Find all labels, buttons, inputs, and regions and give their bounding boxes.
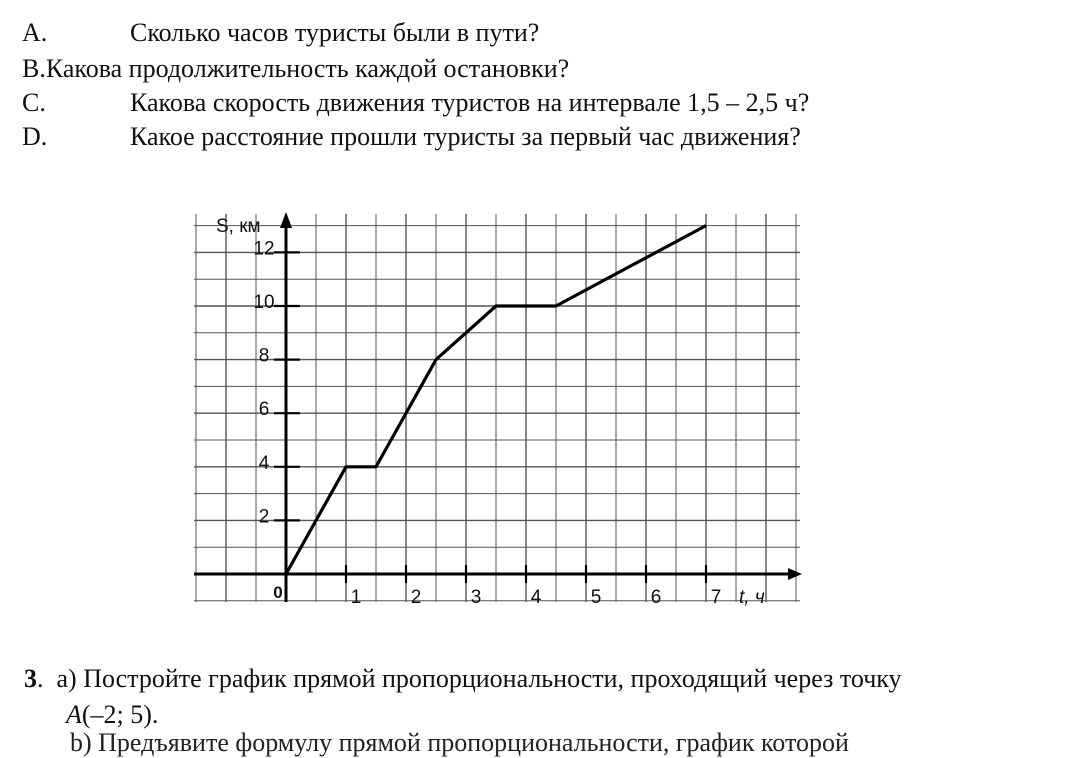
question-text: Какое расстояние прошли туристы за первый час движения? [130, 122, 801, 151]
y-axis-arrow [280, 212, 292, 228]
y-tick-label: 4 [258, 452, 270, 474]
point-name: A [66, 700, 82, 729]
question-letter: A. [22, 18, 48, 47]
question-letter: D. [22, 122, 48, 151]
y-tick-label: 10 [253, 292, 275, 313]
y-tick-label: 6 [258, 399, 270, 421]
question-text: Какова продолжительность каждой остановки? [45, 54, 570, 83]
task-3-a-text: а) Постройте график прямой пропорциональности, проходящий через точку [56, 664, 902, 693]
x-tick-label: 1 [350, 587, 362, 608]
task-3-b-text: b) Предъявите формулу прямой пропорциональности, график которой [70, 728, 849, 757]
origin-label: 0 [273, 583, 283, 602]
x-axis-arrow [788, 568, 802, 580]
question-c [22, 88, 810, 118]
distance-time-chart [190, 208, 805, 608]
y-tick-label: 12 [253, 238, 275, 260]
x-tick-label: 5 [590, 587, 602, 608]
task-3-line-2 [66, 700, 158, 730]
question-b [22, 54, 569, 84]
y-axis-label: S, км [216, 216, 261, 237]
x-tick-label: 7 [710, 587, 722, 608]
x-axis-label: t, ч [739, 587, 765, 608]
question-d [22, 122, 801, 152]
x-tick-label: 6 [650, 587, 662, 608]
question-a [22, 18, 540, 48]
chart-axes [194, 212, 802, 602]
x-tick-label: 2 [410, 587, 422, 608]
chart-ticks [274, 252, 706, 583]
task-3-b-partial [70, 728, 930, 757]
x-tick-label: 4 [530, 587, 542, 608]
x-tick-label: 3 [470, 587, 482, 608]
task-number: 3 [24, 664, 37, 693]
y-tick-label: 8 [258, 345, 270, 367]
question-letter: B. [22, 54, 46, 83]
point-coordinates: (–2; 5). [81, 700, 159, 729]
task-3-line-1: 3. а) Постройте график прямой пропорциональности, проходящий через точку [24, 664, 902, 693]
question-text: Какова скорость движения туристов на интервале 1,5 – 2,5 ч? [130, 88, 810, 117]
question-text: Сколько часов туристы были в пути? [130, 18, 540, 47]
y-tick-label: 2 [258, 506, 270, 528]
question-letter: C. [22, 88, 46, 117]
